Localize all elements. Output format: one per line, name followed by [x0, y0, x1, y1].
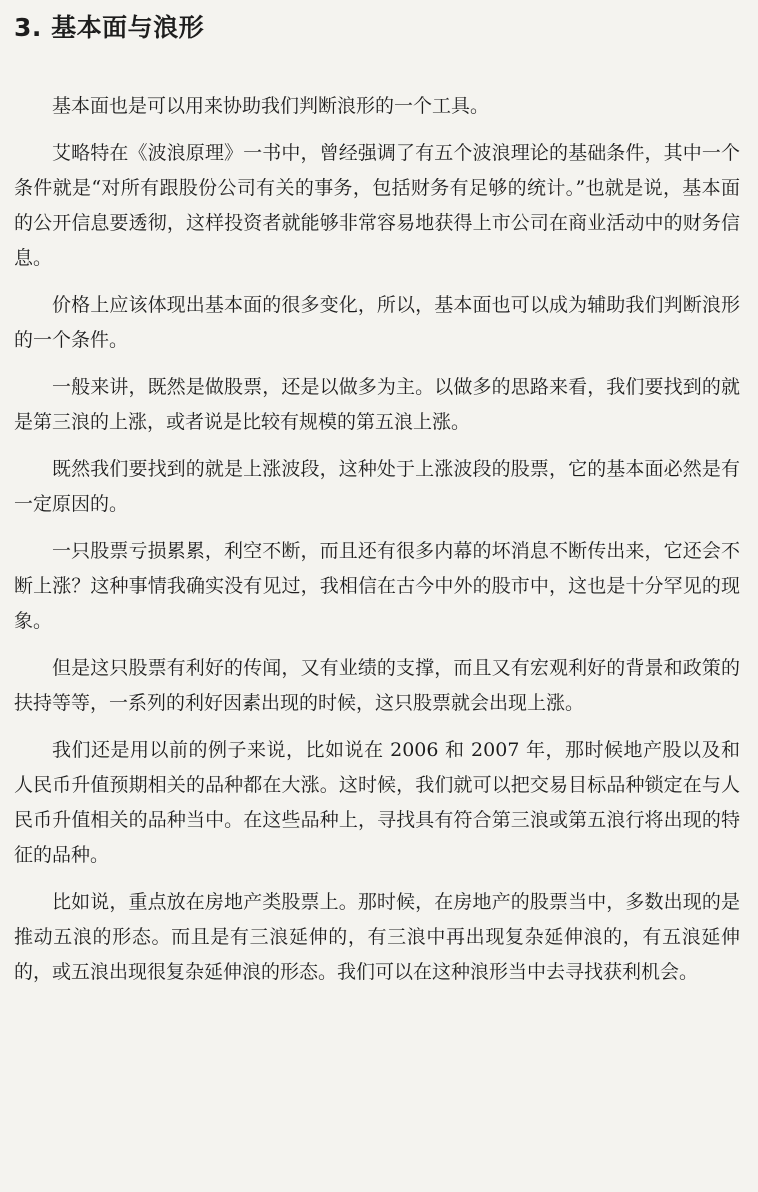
- body-text: [14, 89, 740, 990]
- paragraph-8: 我们还是用以前的例子来说，比如说在 2006 和 2007 年，那时候地产股以及和人民币升值预期相关的品种都在大涨。这时候，我们就可以把交易目标品种锁定在与人民币升值相关的品种当中。在这些品种上，寻找具有符合第三浪或第五浪行将出现的特征的品种。: [14, 739, 740, 866]
- section-title: 3. 基本面与浪形: [14, 13, 205, 42]
- paragraph-5: 既然我们要找到的就是上涨波段，这种处于上涨波段的股票，它的基本面必然是有一定原因的。: [14, 458, 740, 515]
- paragraph-9: 比如说，重点放在房地产类股票上。那时候，在房地产的股票当中，多数出现的是推动五浪的形态。而且是有三浪延伸的，有三浪中再出现复杂延伸浪的，有五浪延伸的，或五浪出现很复杂延伸浪的形态。我们可以在这种浪形当中去寻找获利机会。: [14, 891, 740, 983]
- paragraph-3: 价格上应该体现出基本面的很多变化，所以，基本面也可以成为辅助我们判断浪形的一个条件。: [14, 294, 740, 351]
- paragraph-1: 基本面也是可以用来协助我们判断浪形的一个工具。: [52, 95, 490, 117]
- paragraph-6: 一只股票亏损累累，利空不断，而且还有很多内幕的坏消息不断传出来，它还会不断上涨？这种事情我确实没有见过，我相信在古今中外的股市中，这也是十分罕见的现象。: [14, 540, 740, 632]
- paragraph-4: 一般来讲，既然是做股票，还是以做多为主。以做多的思路来看，我们要找到的就是第三浪的上涨，或者说是比较有规模的第五浪上涨。: [14, 376, 740, 433]
- paragraph-2: 艾略特在《波浪原理》一书中，曾经强调了有五个波浪理论的基础条件，其中一个条件就是“对所有跟股份公司有关的事务，包括财务有足够的统计。”也就是说，基本面的公开信息要透彻，这样投资者就能够非常容易地获得上市公司在商业活动中的财务信息。: [14, 142, 740, 269]
- paragraph-7: 但是这只股票有利好的传闻，又有业绩的支撑，而且又有宏观利好的背景和政策的扶持等等，一系列的利好因素出现的时候，这只股票就会出现上涨。: [14, 657, 740, 714]
